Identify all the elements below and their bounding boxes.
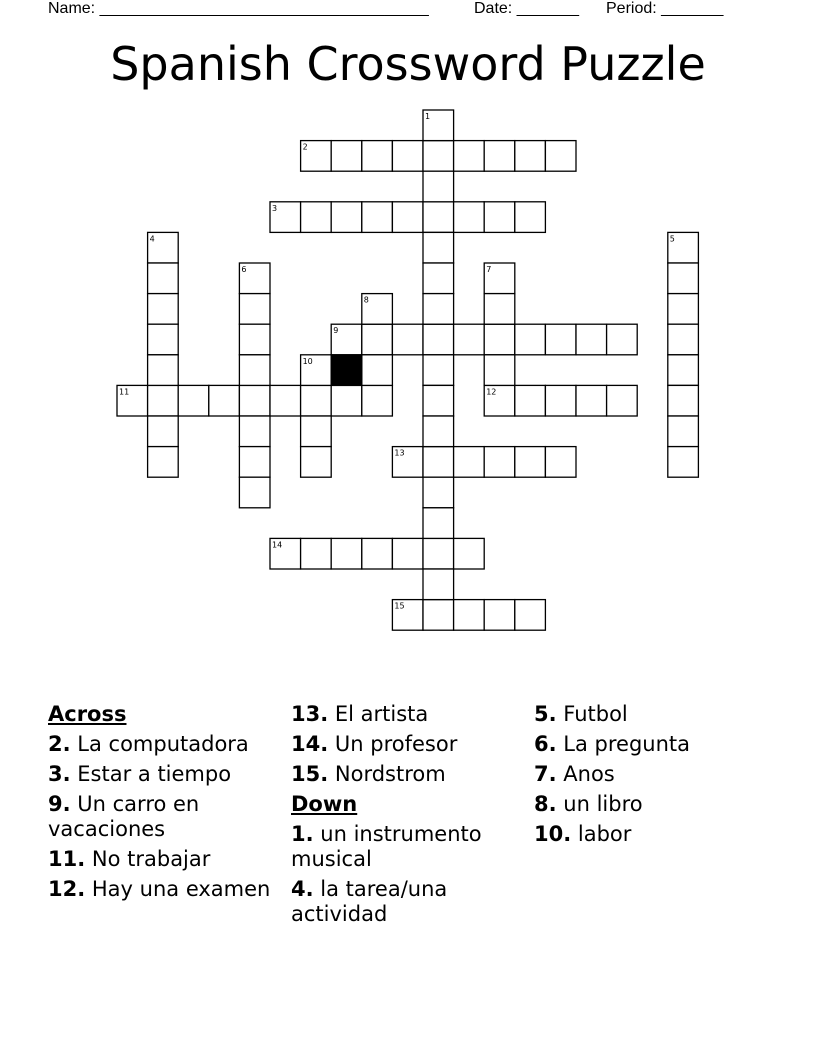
grid-cell[interactable] <box>148 447 179 478</box>
grid-cell[interactable] <box>545 385 576 416</box>
clue-number: 12 <box>486 387 497 397</box>
grid-cell[interactable] <box>423 294 454 325</box>
grid-cell[interactable] <box>148 263 179 294</box>
grid-cell[interactable] <box>423 385 454 416</box>
grid-cell[interactable] <box>362 141 393 172</box>
clues-column-3 <box>534 702 764 852</box>
grid-cell[interactable] <box>576 324 607 355</box>
grid-cell[interactable] <box>668 385 699 416</box>
grid-cell[interactable] <box>423 477 454 508</box>
grid-cell[interactable] <box>576 385 607 416</box>
clue-down-7: 7. Anos <box>534 762 615 786</box>
grid-cell[interactable] <box>148 385 179 416</box>
page-title: Spanish Crossword Puzzle <box>110 37 706 91</box>
grid-cell[interactable] <box>423 232 454 263</box>
grid-cell[interactable] <box>239 477 270 508</box>
clue-across-2: 2. La computadora <box>48 732 249 756</box>
clue-down-10: 10. labor <box>534 822 632 846</box>
grid-cell[interactable] <box>423 141 454 172</box>
grid-cell[interactable] <box>148 416 179 447</box>
grid-cell[interactable] <box>668 263 699 294</box>
grid-cell[interactable] <box>331 538 362 569</box>
grid-cell[interactable] <box>484 141 515 172</box>
grid-cell[interactable] <box>423 508 454 539</box>
grid-cell[interactable] <box>392 141 423 172</box>
grid-cell[interactable] <box>484 294 515 325</box>
grid-cell[interactable] <box>454 538 485 569</box>
grid-cell[interactable] <box>239 324 270 355</box>
grid-cell[interactable] <box>668 355 699 386</box>
grid-cell[interactable] <box>301 202 332 233</box>
clue-number: 7 <box>486 265 492 274</box>
grid-cell[interactable] <box>423 263 454 294</box>
grid-cell[interactable] <box>301 416 332 447</box>
grid-cell[interactable] <box>362 538 393 569</box>
grid-cell[interactable] <box>392 202 423 233</box>
clue-across-13: 13. El artista <box>291 702 429 726</box>
grid-cell[interactable] <box>148 294 179 325</box>
grid-cell[interactable] <box>362 202 393 233</box>
across-heading: Across <box>48 702 127 726</box>
grid-cell[interactable] <box>484 600 515 631</box>
grid-cell[interactable] <box>239 294 270 325</box>
down-heading: Down <box>291 792 358 816</box>
grid-cell[interactable] <box>239 447 270 478</box>
clue-number: 15 <box>394 601 405 611</box>
grid-cell[interactable] <box>239 416 270 447</box>
clue-across-9: 9. Un carro en vacaciones <box>48 792 200 841</box>
clue-across-11: 11. No trabajar <box>48 847 211 871</box>
grid-cell[interactable] <box>423 600 454 631</box>
grid-cell[interactable] <box>545 141 576 172</box>
grid-cell[interactable] <box>484 202 515 233</box>
grid-cell[interactable] <box>423 416 454 447</box>
grid-cell[interactable] <box>423 324 454 355</box>
grid-cell[interactable] <box>668 294 699 325</box>
grid-cell[interactable] <box>331 202 362 233</box>
grid-cell[interactable] <box>454 447 485 478</box>
grid-cell[interactable] <box>178 385 209 416</box>
grid-cell[interactable] <box>515 600 546 631</box>
clue-across-3: 3. Estar a tiempo <box>48 762 232 786</box>
clue-number: 10 <box>302 356 313 366</box>
grid-cell[interactable] <box>362 324 393 355</box>
clue-down-8: 8. un libro <box>534 792 643 816</box>
grid-cell[interactable] <box>148 355 179 386</box>
grid-cell[interactable] <box>515 385 546 416</box>
grid-cell[interactable] <box>454 600 485 631</box>
grid-cell[interactable] <box>392 538 423 569</box>
clue-across-12: 12. Hay una examen <box>48 877 271 901</box>
clue-number: 6 <box>241 265 247 274</box>
clue-number: 5 <box>669 234 675 244</box>
grid-cell[interactable] <box>454 141 485 172</box>
grid-cell[interactable] <box>392 324 423 355</box>
clue-number: 8 <box>363 295 369 305</box>
clues-column-1 <box>48 702 278 907</box>
clue-number: 13 <box>394 448 405 458</box>
grid-cell[interactable] <box>301 538 332 569</box>
grid-cell[interactable] <box>607 324 638 355</box>
grid-cell[interactable] <box>668 416 699 447</box>
period-field: Period: _______ <box>606 0 724 17</box>
grid-cell[interactable] <box>423 569 454 600</box>
grid-cell[interactable] <box>484 447 515 478</box>
grid-cell[interactable] <box>484 355 515 386</box>
clue-number: 4 <box>149 234 155 244</box>
date-field: Date: _______ <box>474 0 579 17</box>
clue-across-14: 14. Un profesor <box>291 732 458 756</box>
clue-number: 9 <box>333 326 339 336</box>
grid-cell[interactable] <box>209 385 240 416</box>
grid-cell[interactable] <box>515 141 546 172</box>
grid-cell[interactable] <box>301 385 332 416</box>
grid-cell[interactable] <box>423 171 454 202</box>
grid-cell[interactable] <box>423 355 454 386</box>
clue-across-15: 15. Nordstrom <box>291 762 446 786</box>
clue-down-4: 4. la tarea/una actividad <box>291 877 448 926</box>
grid-cell[interactable] <box>607 385 638 416</box>
clue-down-1: 1. un instrumento musical <box>291 822 482 871</box>
grid-cell[interactable] <box>668 324 699 355</box>
grid-cell[interactable] <box>423 447 454 478</box>
grid-cell[interactable] <box>423 202 454 233</box>
grid-cell[interactable] <box>362 355 393 386</box>
grid-cell[interactable] <box>331 141 362 172</box>
clue-down-5: 5. Futbol <box>534 702 628 726</box>
grid-cell[interactable] <box>668 447 699 478</box>
grid-cell[interactable] <box>331 385 362 416</box>
grid-cell[interactable] <box>484 324 515 355</box>
clues-column-2 <box>291 702 521 932</box>
grid-cell[interactable] <box>301 447 332 478</box>
clue-number: 11 <box>119 387 130 397</box>
clue-number: 3 <box>272 203 278 213</box>
grid-cell[interactable] <box>423 538 454 569</box>
grid-cell[interactable] <box>148 324 179 355</box>
grid-cell[interactable] <box>515 447 546 478</box>
grid-cell[interactable] <box>515 202 546 233</box>
grid-cell[interactable] <box>362 385 393 416</box>
name-field: Name: _____________________________________ <box>48 0 429 17</box>
grid-cell[interactable] <box>545 447 576 478</box>
grid-cell[interactable] <box>515 324 546 355</box>
grid-cell[interactable] <box>545 324 576 355</box>
grid-cell[interactable] <box>270 385 301 416</box>
clue-number: 14 <box>272 540 283 550</box>
grid-cell[interactable] <box>454 202 485 233</box>
clue-number: 2 <box>302 142 308 152</box>
grid-cell[interactable] <box>239 385 270 416</box>
grid-cell[interactable] <box>239 355 270 386</box>
clue-number: 1 <box>425 112 431 121</box>
grid-cell[interactable] <box>454 324 485 355</box>
clue-down-6: 6. La pregunta <box>534 732 690 756</box>
black-square <box>331 355 362 386</box>
